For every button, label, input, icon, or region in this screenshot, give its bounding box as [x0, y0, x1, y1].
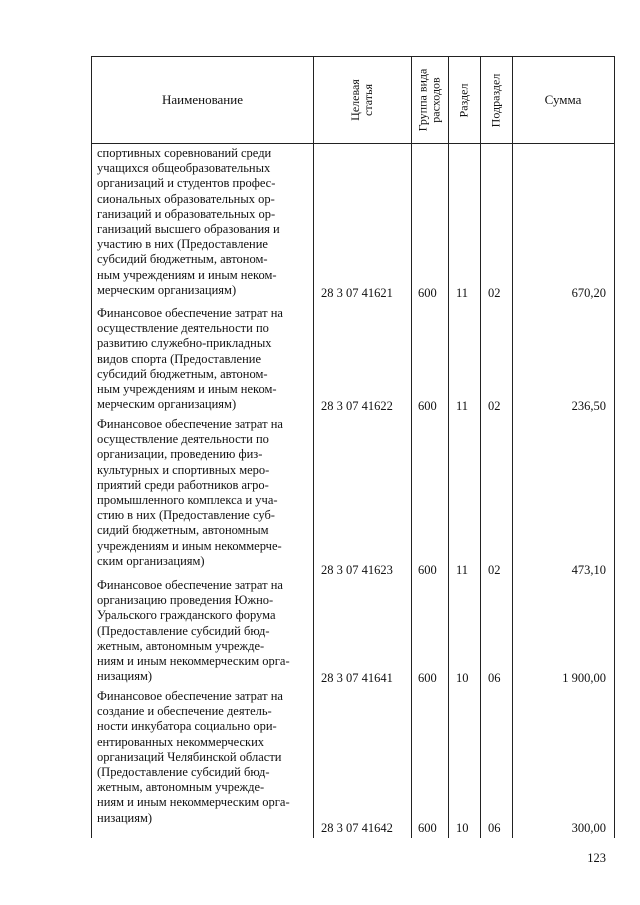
row-name-line: (Предоставление субсидий бюд- — [97, 623, 270, 638]
column-divider — [411, 57, 412, 838]
row-name-line: культурных и спортивных меро- — [97, 462, 270, 477]
row-sum: 1 900,00 — [562, 671, 606, 685]
row-name-line: субсидий бюджетным, автоном- — [97, 366, 268, 381]
header-section-label: Раздел — [456, 83, 471, 117]
row-name-line: ганизаций и образовательных ор- — [97, 206, 276, 221]
row-name-line: стию в них (Предоставление суб- — [97, 508, 275, 523]
column-divider — [480, 57, 481, 838]
header-target-line2: статья — [360, 84, 375, 116]
header-target-line1: Целевая — [347, 79, 362, 121]
row-name-line: учащихся общеобразовательных — [97, 161, 271, 176]
row-name-line: низациям) — [97, 669, 153, 684]
row-code: 28 3 07 41623 — [321, 563, 393, 577]
header-target-label — [349, 79, 375, 121]
row-name-line: ентированных некоммерческих — [97, 734, 265, 749]
column-divider — [448, 57, 449, 838]
row-name-line: Финансовое обеспечение затрат на — [97, 689, 283, 703]
row-name — [97, 417, 307, 569]
row-name-line: Финансовое обеспечение затрат на — [97, 306, 283, 320]
row-name-line: (Предоставление субсидий бюд- — [97, 765, 270, 780]
row-name-line: создание и обеспечение деятель- — [97, 704, 272, 719]
row-name-line: организаций Челябинской области — [97, 749, 282, 764]
budget-table — [91, 56, 615, 838]
row-name-line: спортивных соревнований среди — [97, 146, 272, 160]
header-name-label: Наименование — [162, 92, 243, 107]
row-name-line: субсидий бюджетным, автоном- — [97, 252, 268, 267]
row-sum: 300,00 — [571, 821, 606, 835]
row-subsection: 02 — [488, 563, 501, 577]
row-name-line: приятий среди работников агро- — [97, 477, 269, 492]
row-name-line: ным учреждениям и иным неком- — [97, 382, 277, 397]
page-number: 123 — [587, 851, 606, 865]
row-name — [97, 146, 307, 298]
row-name-line: сиональных образовательных ор- — [97, 191, 275, 206]
row-section: 11 — [456, 563, 469, 577]
row-section: 11 — [456, 399, 469, 413]
header-subsection — [480, 57, 512, 143]
header-target-article — [313, 57, 411, 143]
row-group: 600 — [418, 821, 437, 835]
row-subsection: 02 — [488, 286, 501, 300]
row-name-line: мерческим организациям) — [97, 397, 237, 412]
column-divider — [512, 57, 513, 838]
row-section: 10 — [456, 821, 469, 835]
row-name-line: низациям) — [97, 810, 153, 825]
row-code: 28 3 07 41642 — [321, 821, 393, 835]
row-name-line: развитию служебно-прикладных — [97, 336, 272, 351]
header-group-line2: расходов — [428, 77, 443, 123]
row-sum: 670,20 — [571, 286, 606, 300]
row-section: 11 — [456, 286, 469, 300]
row-sum: 236,50 — [571, 399, 606, 413]
row-name-line: осуществление деятельности по — [97, 321, 269, 336]
row-name-line: видов спорта (Предоставление — [97, 351, 261, 366]
row-name-line: осуществление деятельности по — [97, 432, 269, 447]
header-group-line1: Группа вида — [415, 68, 430, 132]
row-name-line: Уральского гражданского форума — [97, 608, 276, 623]
row-group: 600 — [418, 563, 437, 577]
header-divider — [92, 143, 614, 144]
row-sum: 473,10 — [571, 563, 606, 577]
row-code: 28 3 07 41621 — [321, 286, 393, 300]
row-name-line: жетным, автономным учрежде- — [97, 780, 265, 795]
row-name — [97, 306, 307, 412]
row-name — [97, 689, 307, 826]
row-name-line: организаций и студентов профес- — [97, 176, 276, 191]
row-group: 600 — [418, 399, 437, 413]
row-name-line: ным учреждениям и иным неком- — [97, 267, 277, 282]
row-section: 10 — [456, 671, 469, 685]
column-divider — [313, 57, 314, 838]
header-sum — [512, 57, 614, 143]
row-subsection: 06 — [488, 671, 501, 685]
row-subsection: 06 — [488, 821, 501, 835]
row-name-line: участию в них (Предоставление — [97, 237, 268, 252]
row-group: 600 — [418, 286, 437, 300]
row-code: 28 3 07 41641 — [321, 671, 393, 685]
row-name-line: жетным, автономным учрежде- — [97, 638, 265, 653]
row-code: 28 3 07 41622 — [321, 399, 393, 413]
row-name-line: сидий бюджетным, автономным — [97, 523, 269, 538]
header-name — [92, 57, 313, 143]
row-name-line: ским организациям) — [97, 553, 205, 568]
row-name-line: промышленного комплекса и уча- — [97, 493, 278, 508]
header-sum-label: Сумма — [544, 92, 582, 107]
row-name — [97, 578, 307, 684]
row-name-line: ганизаций высшего образования и — [97, 222, 280, 237]
row-name-line: учреждениям и иным некоммерче- — [97, 538, 282, 553]
row-name-line: мерческим организациям) — [97, 282, 237, 297]
header-subsection-label: Подраздел — [488, 73, 503, 127]
row-subsection: 02 — [488, 399, 501, 413]
row-name-line: организации, проведению физ- — [97, 447, 263, 462]
row-name-line: Финансовое обеспечение затрат на — [97, 417, 283, 431]
row-name-line: организацию проведения Южно- — [97, 593, 274, 608]
row-group: 600 — [418, 671, 437, 685]
row-name-line: ниям и иным некоммерческим орга- — [97, 795, 290, 810]
header-group-label — [417, 69, 443, 132]
header-expense-group — [411, 57, 448, 143]
row-name-line: Финансовое обеспечение затрат на — [97, 578, 283, 592]
row-name-line: ниям и иным некоммерческим орга- — [97, 654, 290, 669]
row-name-line: ности инкубатора социально ори- — [97, 719, 277, 734]
header-section — [448, 57, 480, 143]
